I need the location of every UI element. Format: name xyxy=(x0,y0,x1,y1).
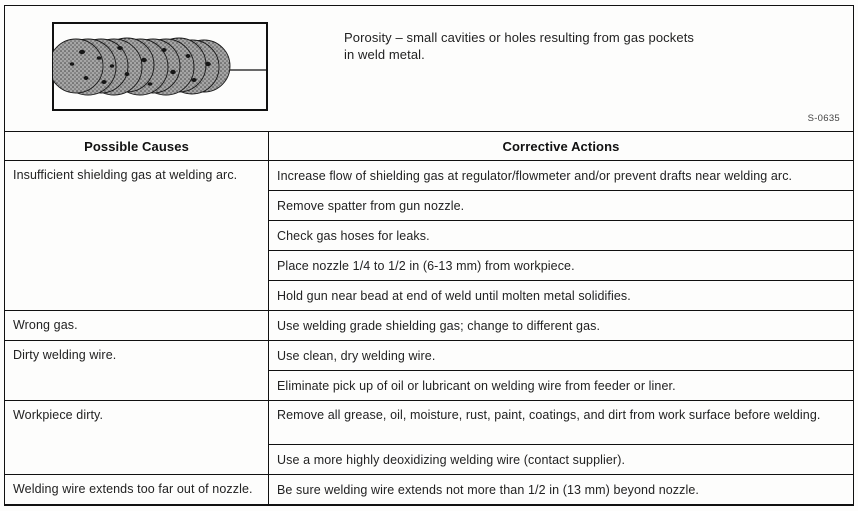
figure-area xyxy=(4,5,854,131)
action-cell: Eliminate pick up of oil or lubricant on welding wire from feeder or liner. xyxy=(269,371,854,401)
figure-caption-line2: in weld metal. xyxy=(344,47,425,62)
cause-cell-dirty-wire: Dirty welding wire. xyxy=(5,341,269,401)
table-header-row xyxy=(5,132,854,161)
figure-number: S-0635 xyxy=(807,113,840,124)
cause-cell-workpiece-dirty: Workpiece dirty. xyxy=(5,401,269,475)
table-row xyxy=(5,341,854,371)
action-cell: Increase flow of shielding gas at regulator/flowmeter and/or prevent drafts near welding arc. xyxy=(269,161,854,191)
column-header-corrective-actions: Corrective Actions xyxy=(269,132,854,161)
weld-bead-illustration xyxy=(52,22,268,111)
figure-caption-line1: Porosity – small cavities or holes resulting from gas pockets xyxy=(344,30,695,45)
action-cell: Check gas hoses for leaks. xyxy=(269,221,854,251)
cause-cell-insufficient-gas: Insufficient shielding gas at welding arc. xyxy=(5,161,269,311)
action-cell: Be sure welding wire extends not more than 1/2 in (13 mm) beyond nozzle. xyxy=(269,475,854,505)
table-row xyxy=(5,161,854,191)
action-cell: Remove all grease, oil, moisture, rust, paint, coatings, and dirt from work surface before welding. xyxy=(269,401,854,445)
column-header-possible-causes: Possible Causes xyxy=(5,132,269,161)
action-cell: Remove spatter from gun nozzle. xyxy=(269,191,854,221)
cause-cell-wire-extends: Welding wire extends too far out of nozzle. xyxy=(5,475,269,505)
action-cell: Use clean, dry welding wire. xyxy=(269,341,854,371)
action-cell: Place nozzle 1/4 to 1/2 in (6-13 mm) from workpiece. xyxy=(269,251,854,281)
action-cell: Hold gun near bead at end of weld until molten metal solidifies. xyxy=(269,281,854,311)
table-row xyxy=(5,311,854,341)
cause-cell-wrong-gas: Wrong gas. xyxy=(5,311,269,341)
table-row xyxy=(5,475,854,505)
figure-caption xyxy=(344,29,774,63)
troubleshooting-table xyxy=(4,131,854,505)
weld-bead-porosity-icon xyxy=(52,22,268,111)
action-cell: Use a more highly deoxidizing welding wire (contact supplier). xyxy=(269,445,854,475)
action-cell: Use welding grade shielding gas; change to different gas. xyxy=(269,311,854,341)
table-row xyxy=(5,401,854,445)
